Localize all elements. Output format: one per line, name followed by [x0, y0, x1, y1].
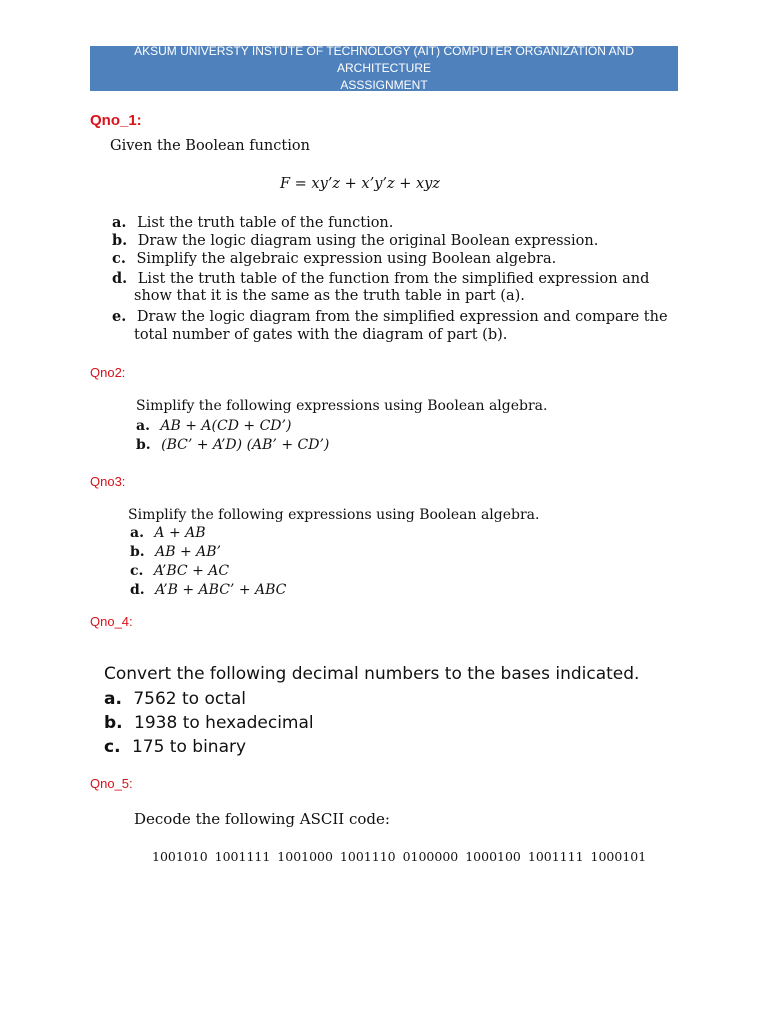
question-5-intro: Decode the following ASCII code:: [134, 810, 390, 828]
question-3-intro: Simplify the following expressions using Boolean algebra.: [128, 507, 540, 523]
ascii-code-sequence: 1001010 1001111 1001000 1001110 0100000 1000100 1001111 1000101: [152, 849, 647, 864]
item-letter: a.: [104, 689, 122, 709]
question-4-item-b: [104, 713, 314, 733]
title-line-1: AKSUM UNIVERSTY INSTUTE OF TECHNOLOGY (AIT) COMPUTER ORGANIZATION AND ARCHITECTURE: [134, 44, 634, 75]
item-letter: b.: [104, 713, 123, 733]
item-letter: d.: [112, 270, 128, 287]
item-expression: (BC’ + A’D) (AB’ + CD’): [161, 437, 330, 453]
item-letter: a.: [136, 418, 150, 434]
item-text: List the truth table of the function.: [137, 215, 394, 231]
item-letter: a.: [112, 214, 127, 231]
item-text: 175 to binary: [131, 737, 247, 757]
question-2-intro: Simplify the following expressions using Boolean algebra.: [136, 398, 548, 414]
item-expression: A’BC + AC: [153, 563, 230, 579]
question-1-item-d-cont: [134, 288, 525, 304]
question-1-item-e: [112, 308, 668, 325]
item-letter: b.: [136, 437, 151, 453]
item-expression: A’B + ABC’ + ABC: [155, 582, 287, 598]
question-4-item-a: [104, 689, 246, 709]
question-5-label: Qno_5:: [90, 776, 133, 791]
item-expression: AB + A(CD + CD’): [160, 418, 292, 434]
question-3-item-a: [130, 525, 206, 541]
question-2-item-b: [136, 437, 329, 453]
question-3-item-d: [130, 582, 286, 598]
item-text: List the truth table of the function from the simplified expression and: [137, 271, 650, 287]
item-text: show that it is the same as the truth table in part (a).: [134, 288, 525, 304]
title-line-2: ASSSIGNMENT: [340, 78, 428, 92]
question-1-intro: Given the Boolean function: [110, 138, 310, 154]
question-3-label: Qno3:: [90, 474, 126, 489]
assignment-title-banner: [90, 46, 678, 91]
item-text: Simplify the algebraic expression using Boolean algebra.: [136, 251, 557, 267]
question-3-item-c: [130, 563, 229, 579]
question-1-item-a: [112, 214, 393, 231]
item-expression: A + AB: [154, 525, 206, 541]
question-2-item-a: [136, 418, 291, 434]
question-1-item-d: [112, 270, 649, 287]
item-letter: e.: [112, 308, 127, 325]
item-text: 7562 to octal: [133, 689, 247, 709]
question-1-item-e-cont: [134, 327, 507, 343]
question-1-item-c: [112, 250, 556, 267]
item-letter: a.: [130, 525, 144, 541]
item-expression: AB + AB’: [155, 544, 222, 560]
question-2-label: Qno2:: [90, 365, 126, 380]
item-text: total number of gates with the diagram of part (b).: [134, 327, 508, 343]
question-4-item-c: [104, 737, 246, 757]
question-4-label: Qno_4:: [90, 614, 133, 629]
question-1-function: F = xy’z + x’y’z + xyz: [280, 176, 441, 192]
item-letter: b.: [112, 232, 128, 249]
question-1-item-b: [112, 232, 598, 249]
item-letter: d.: [130, 582, 145, 598]
question-4-intro: Convert the following decimal numbers to the bases indicated.: [104, 664, 640, 684]
item-letter: c.: [130, 563, 144, 579]
item-letter: b.: [130, 544, 145, 560]
item-letter: c.: [112, 250, 126, 267]
item-text: Draw the logic diagram using the original Boolean expression.: [137, 233, 599, 249]
item-text: Draw the logic diagram from the simplified expression and compare the: [136, 309, 668, 325]
question-3-item-b: [130, 544, 221, 560]
question-1-label: Qno_1:: [90, 112, 142, 129]
item-letter: c.: [104, 737, 121, 757]
item-text: 1938 to hexadecimal: [134, 713, 314, 733]
